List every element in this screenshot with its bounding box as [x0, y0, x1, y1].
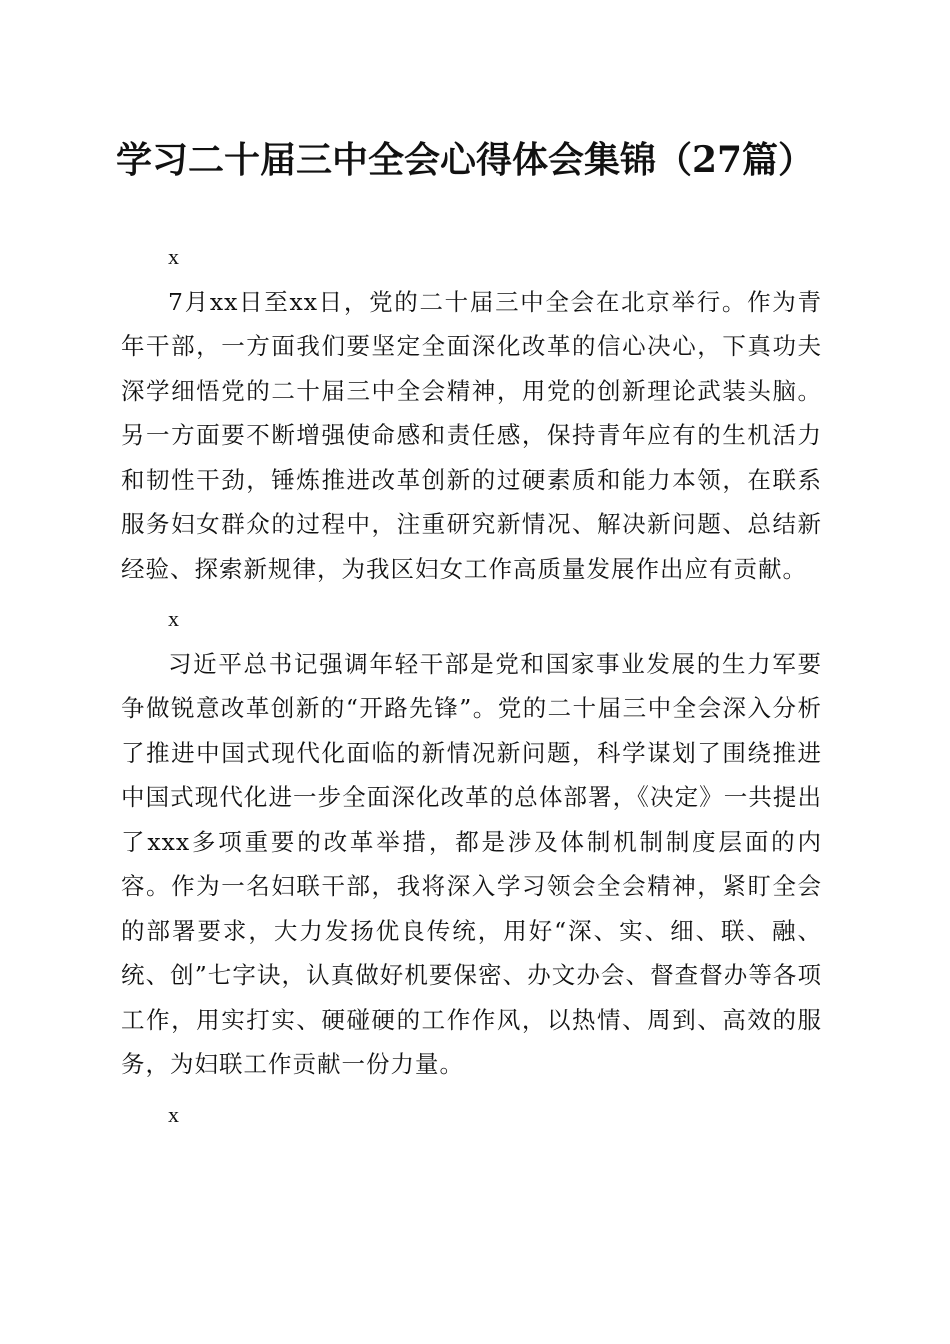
section-marker-3: x	[168, 1101, 179, 1127]
document-body	[121, 235, 822, 1137]
section-marker-1: x	[168, 244, 179, 269]
paragraph-1: 7月xx日至xx日，党的二十届三中全会在北京举行。作为青年干部，一方面我们要坚定全面深化改革的信心决心，下真功夫深学细悟党的二十届三中全会精神，用党的创新理论武装头脑。另一方面要不断增强使命感和责任感，保持青年应有的生机活力和韧性干劲，锤炼推进改革创新的过硬素质和能力本领，在联系服务妇女群众的过程中，注重研究新情况、解决新问题、总结新经验、探索新规律，为我区妇女工作高质量发展作出应有贡献。	[121, 287, 822, 583]
section-marker-2: x	[168, 606, 179, 631]
paragraph-2: 习近平总书记强调年轻干部是党和国家事业发展的生力军要争做锐意改革创新的“开路先锋”。党的二十届三中全会深入分析了推进中国式现代化面临的新情况新问题，科学谋划了围绕推进中国式现代化进一步全面深化改革的总体部署，《决定》一共提出了xxx多项重要的改革举措，都是涉及体制机制制度层面的内容。作为一名妇联干部，我将深入学习领会全会精神，紧盯全会的部署要求，大力发扬优良传统，用好“深、实、细、联、融、统、创”七字诀，认真做好机要保密、办文办会、督查督办等各项工作，用实打实、硬碰硬的工作作风，以热情、周到、高效的服务，为妇联工作贡献一份力量。	[121, 649, 822, 1078]
document-title: 学习二十届三中全会心得体会集锦（27篇）	[115, 139, 815, 181]
